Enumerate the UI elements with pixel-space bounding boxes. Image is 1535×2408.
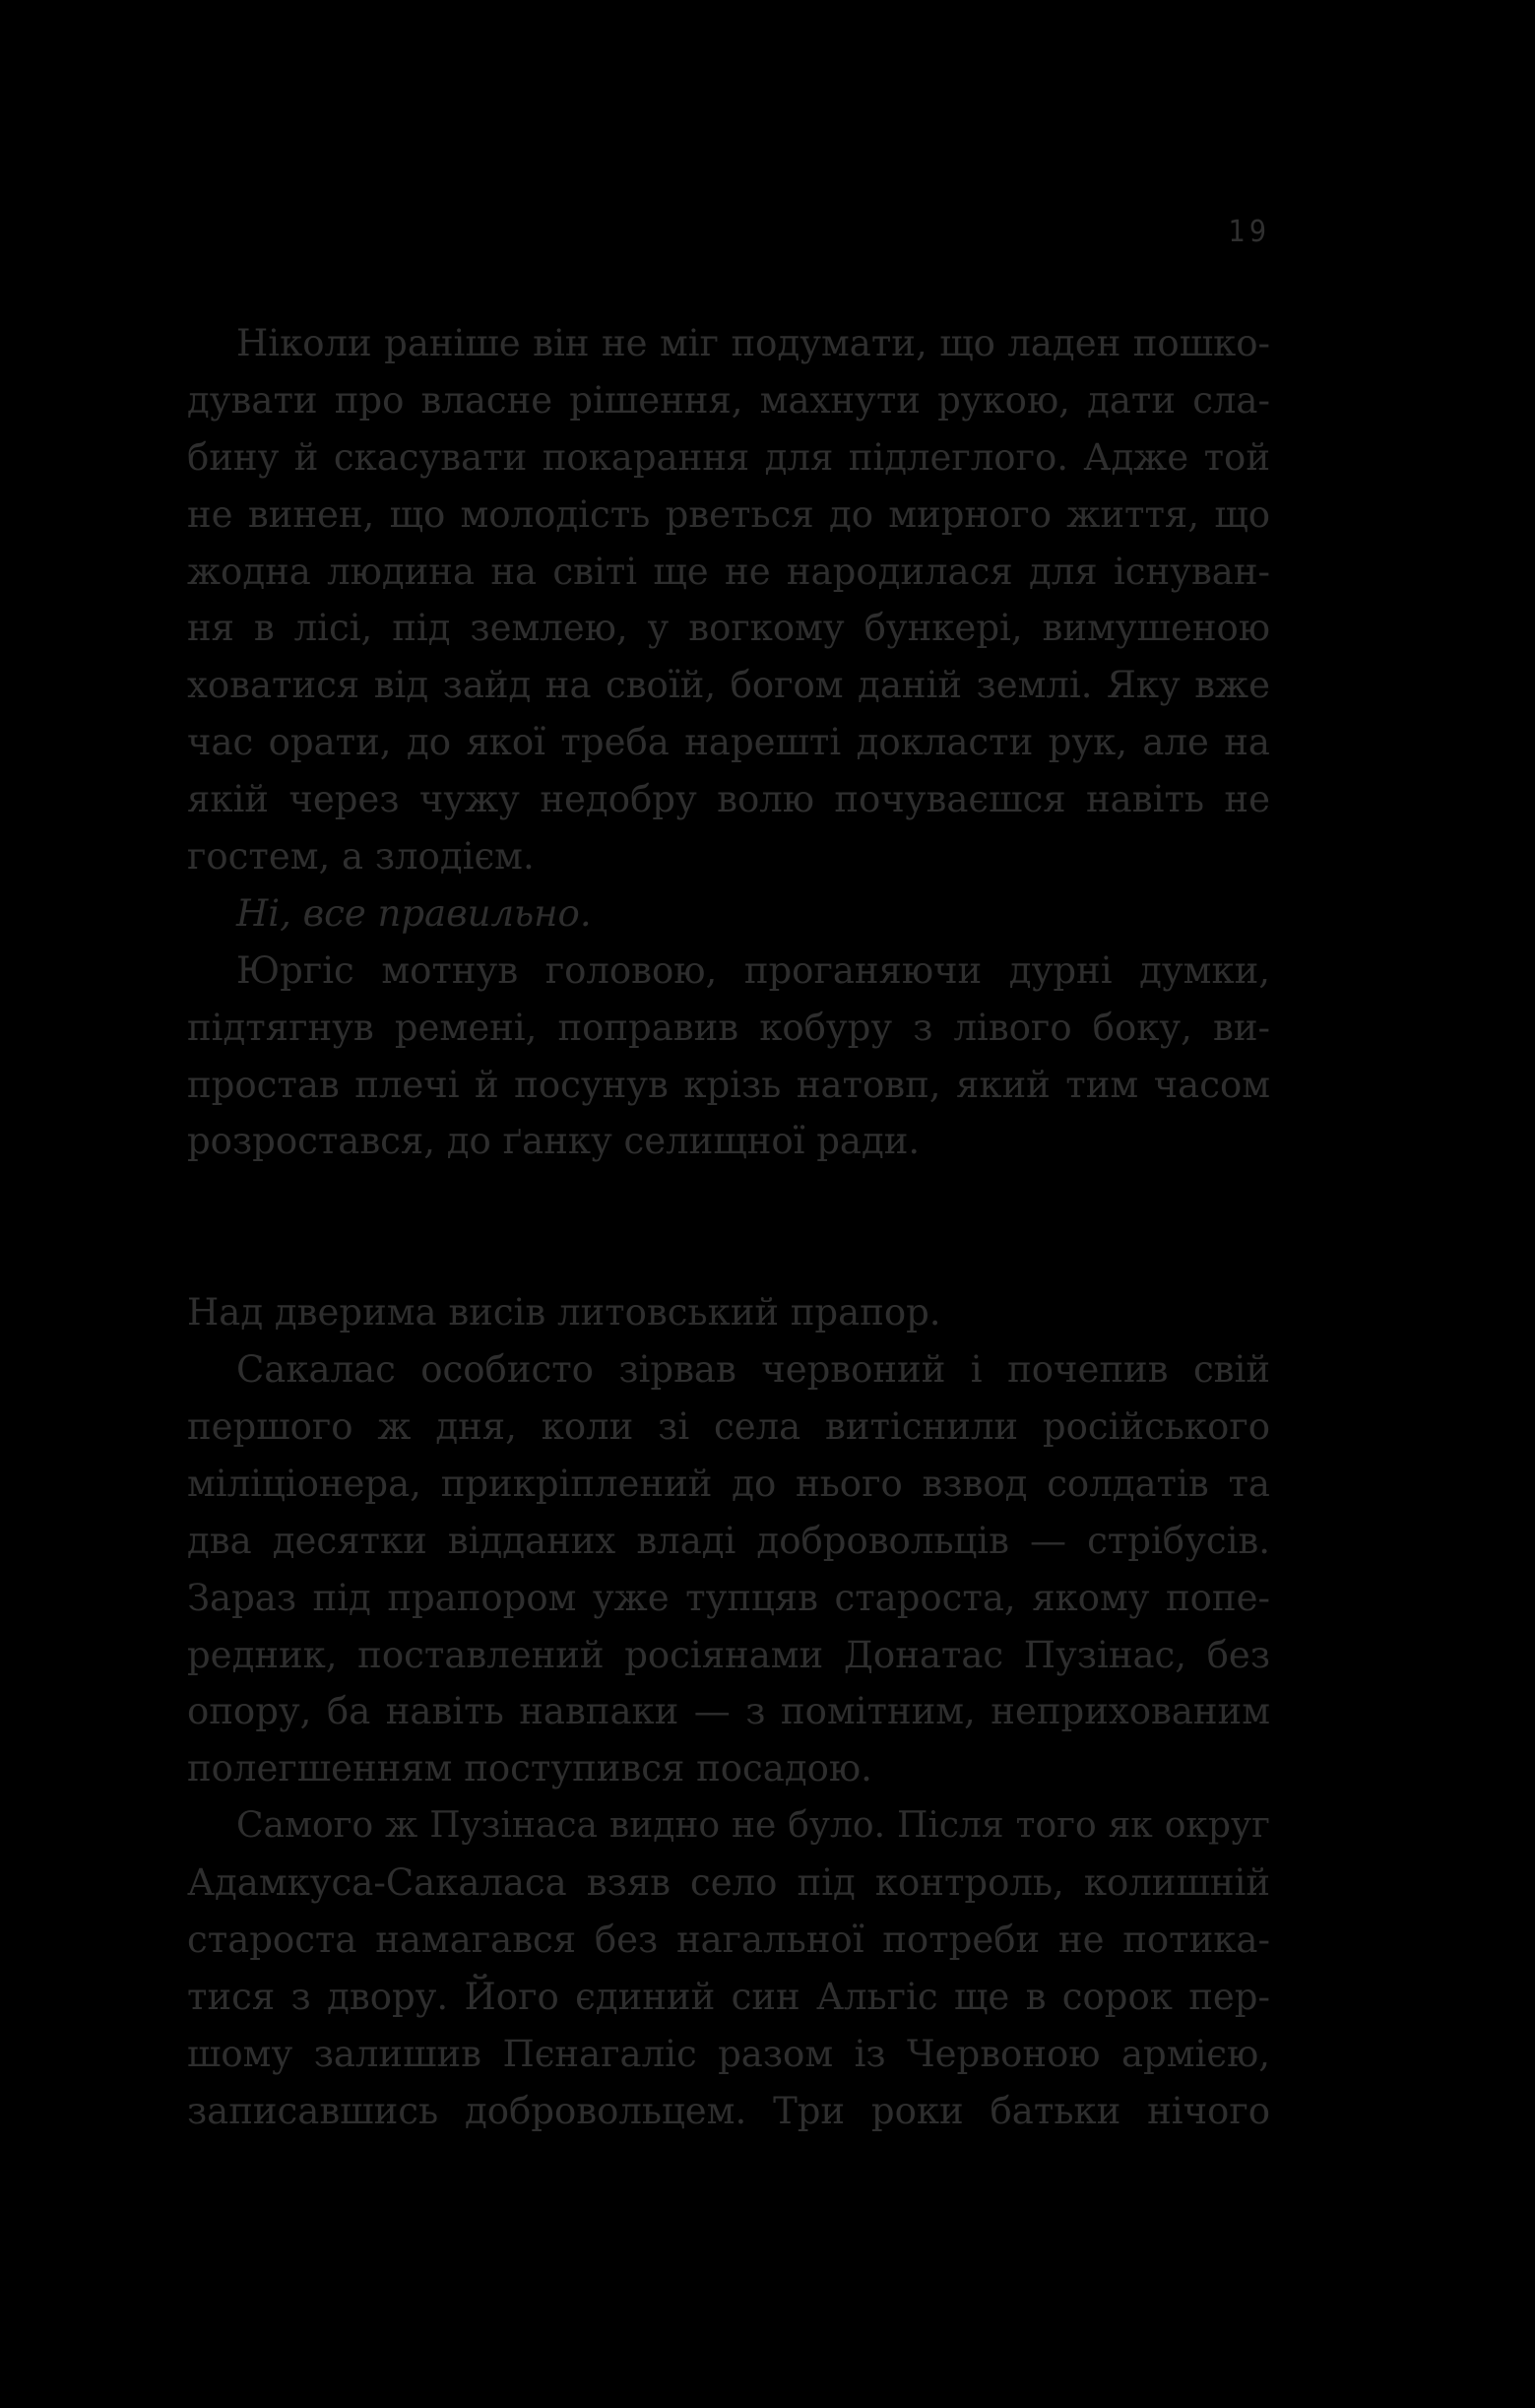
text-line: простав плечі й посунув крізь натовп, який тим часом — [187, 1063, 1270, 1106]
text-line: міліціонера, прикріплений до нього взвод солдатів та — [187, 1462, 1270, 1505]
text-line: розростався, до ґанку селищної ради. — [187, 1120, 921, 1163]
text-line: жодна людина на світі ще не народилася для існуван- — [187, 550, 1270, 593]
text-line: полегшенням поступився посадою. — [187, 1747, 872, 1790]
text-line: ня в лісі, під землею, у вогкому бункері, вимушеною — [187, 607, 1270, 650]
text-line: два десятки відданих владі добровольців — стрібусів. — [187, 1519, 1270, 1562]
page-number: 19 — [1228, 215, 1270, 249]
paragraph-4 — [187, 1341, 1270, 1797]
text-line: ховатися від зайд на своїй, богом даній землі. Яку вже — [187, 664, 1270, 707]
text-line: тися з двору. Його єдиний син Альгіс ще в сорок пер- — [187, 1975, 1270, 2018]
text-line: першого ж дня, коли зі села витіснили російського — [187, 1404, 1270, 1448]
text-line: записавшись добровольцем. Три роки батьки нічого — [187, 2089, 1270, 2132]
text-line: Ніколи раніше він не міг подумати, що ладен пошко- — [236, 322, 1270, 364]
text-line: Самого ж Пузінаса видно не було. Після того як округ — [236, 1805, 1270, 1847]
paragraph-5 — [187, 1797, 1270, 2139]
italic-thought — [187, 885, 1270, 943]
text-line: редник, поставлений росіянами Донатас Пузінас, без — [187, 1633, 1270, 1676]
text-line: староста намагався без нагальної потреби не потика- — [187, 1918, 1270, 1961]
text-line: бину й скасувати покарання для підлеглого. Адже той — [187, 435, 1270, 479]
paragraph-1 — [187, 315, 1270, 885]
text-line: Юргіс мотнув головою, проганяючи дурні думки, — [236, 948, 1270, 992]
text-line: Над дверима висів литовський прапор. — [187, 1291, 941, 1334]
text-line: Сакалас особисто зірвав червоний і почепив свій — [236, 1348, 1270, 1392]
text-line: якій через чужу недобру волю почуваєшся навіть не — [187, 778, 1270, 821]
text-line: Адамкуса-Сакаласа взяв село під контроль, колишній — [187, 1861, 1270, 1905]
text-line: Зараз під прапором уже тупцяв староста, якому попе- — [187, 1576, 1270, 1619]
text-line: час орати, до якої треба нарешті докласти рук, але на — [187, 721, 1270, 764]
text-line: гостем, а злодієм. — [187, 835, 535, 879]
italic-line: Ні, все правильно. — [236, 891, 592, 935]
body-text — [187, 315, 1270, 2140]
paragraph-2 — [187, 943, 1270, 1171]
paragraph-3 — [187, 1284, 1270, 1341]
text-line: підтягнув ремені, поправив кобуру з лівого боку, ви- — [187, 1006, 1270, 1049]
text-line: дувати про власне рішення, махнути рукою, дати сла- — [187, 378, 1270, 422]
text-line: не винен, що молодість рветься до мирного життя, що — [187, 492, 1270, 536]
section-break — [187, 1170, 1270, 1284]
text-line: опору, ба навіть навпаки — з помітним, неприхованим — [187, 1690, 1270, 1733]
text-line: шому залишив Пєнагаліс разом із Червоною армією, — [187, 2032, 1270, 2075]
